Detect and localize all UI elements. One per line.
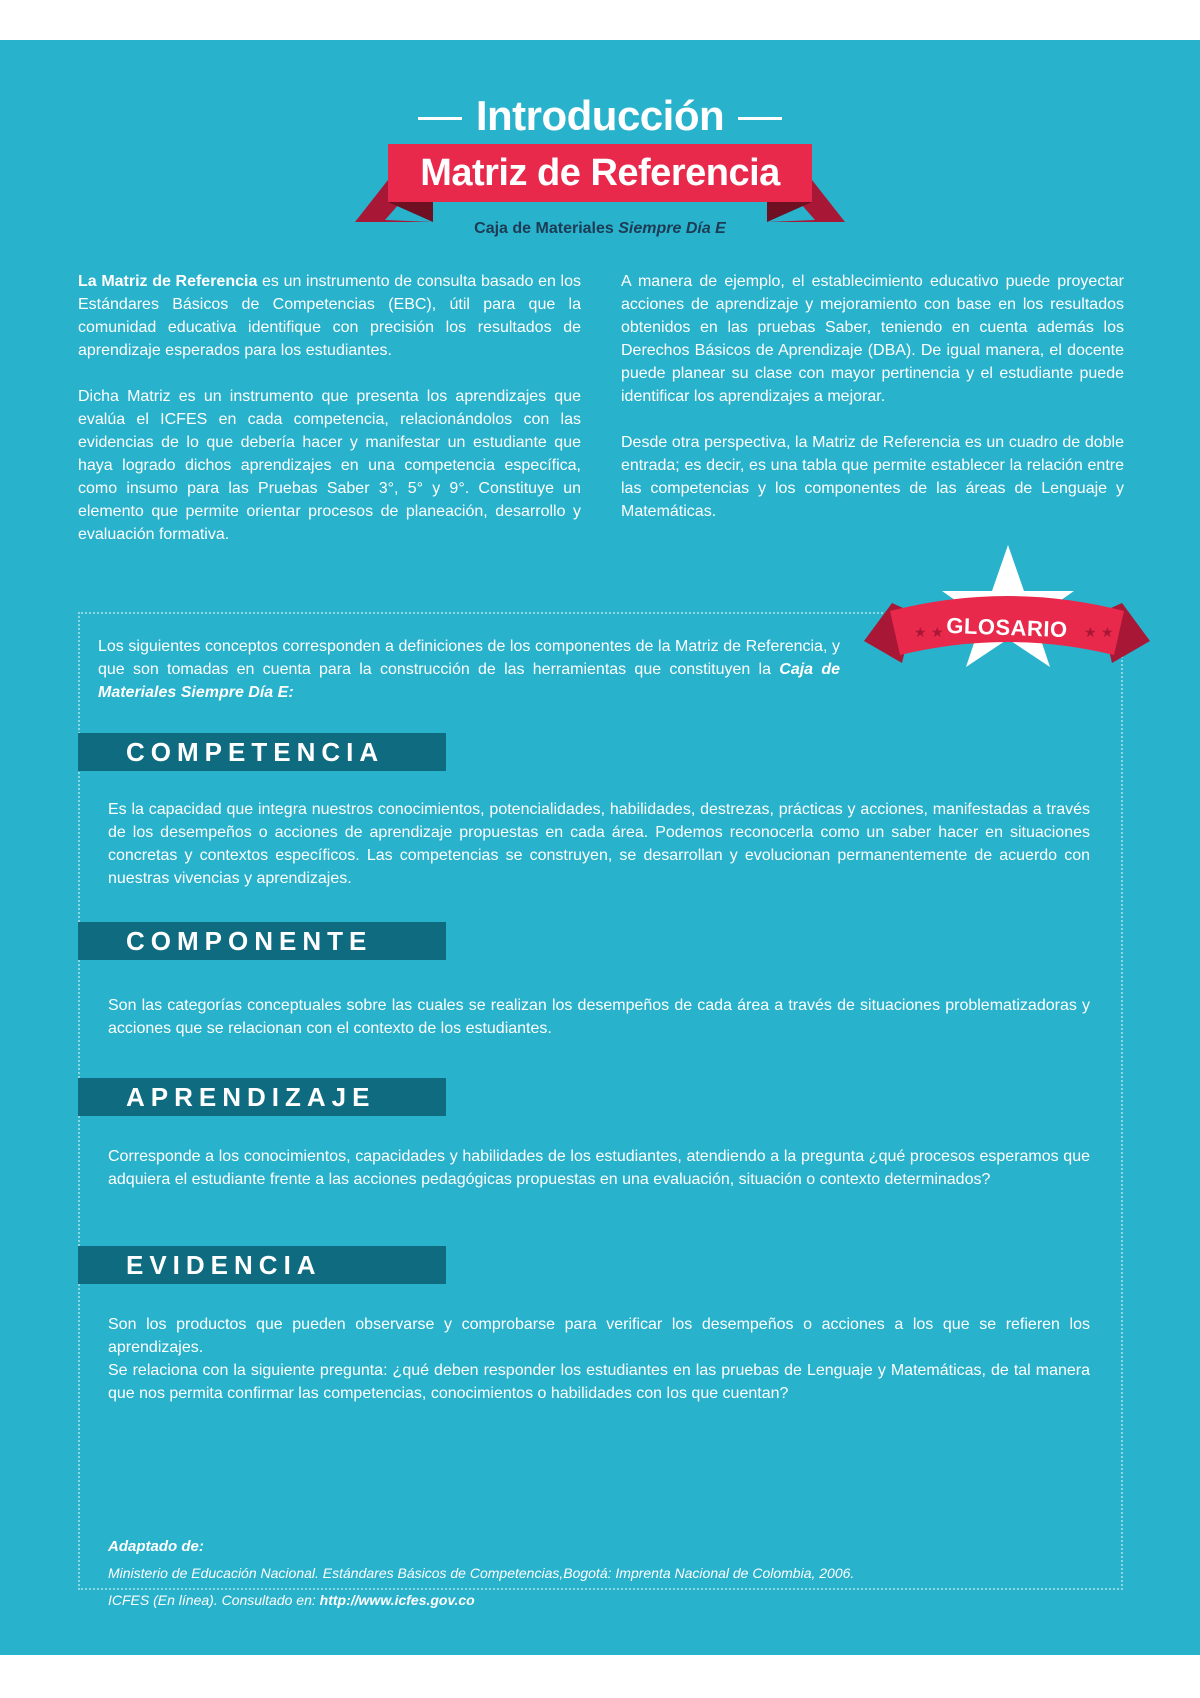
section-text: Corresponde a los conocimientos, capacidades y habilidades de los estudiantes, atendiendo a la pregunta ¿qué procesos esperamos que adquiera el estudiante frente a las acciones pedagógicas propuestas en una evaluación, situación o contexto determinados? xyxy=(108,1148,1090,1188)
section-body-evidencia xyxy=(108,1313,1090,1405)
ribbon-fold-right xyxy=(767,202,812,222)
intro-right-column xyxy=(621,270,1124,546)
title-dash-left xyxy=(418,117,462,120)
section-header-aprendizaje: APRENDIZAJE xyxy=(78,1078,446,1116)
section-body-aprendizaje xyxy=(108,1145,1090,1191)
banner-title: Matriz de Referencia xyxy=(388,144,812,202)
section-text: Son las categorías conceptuales sobre las cuales se realizan los desempeños de cada área a través de situaciones problematizadoras y acciones que se relacionan con el contexto de los estudiantes. xyxy=(108,997,1090,1037)
title-text: Introducción xyxy=(475,92,725,139)
section-header-competencia: COMPETENCIA xyxy=(78,733,446,771)
references-heading: Adaptado de: xyxy=(108,1538,204,1555)
references xyxy=(108,1533,1090,1614)
subtitle-italic: Siempre Día E xyxy=(618,220,726,237)
subtitle-prefix: Caja de Materiales xyxy=(474,220,619,237)
intro-paragraph-4: Desde otra perspectiva, la Matriz de Referencia es un cuadro de doble entrada; es decir, es una tabla que permite establecer la relación entre las competencias y los componentes de las áreas de Lenguaje y Matemáticas. xyxy=(621,434,1124,520)
section-header-evidencia: EVIDENCIA xyxy=(78,1246,446,1284)
star-decoration-icon: ★ ★ xyxy=(914,625,944,641)
glossary-badge xyxy=(862,545,1152,715)
section-text: Es la capacidad que integra nuestros conocimientos, potencialidades, habilidades, destrezas, prácticas y acciones, manifestadas a través de los desempeños o acciones de aprendizaje propuestas en cada área. Podemos reconocerla como un saber hacer en situaciones concretas y contextos específicos. Las competencias se construyen, se desarrollan y evolucionan permanentemente de acuerdo con nuestras vivencias y aprendizajes. xyxy=(108,801,1090,887)
section-body-competencia xyxy=(108,798,1090,890)
intro-paragraph-3: A manera de ejemplo, el establecimiento educativo puede proyectar acciones de aprendizaje y mejoramiento con base en los resultados obtenidos en las pruebas Saber, teniendo en cuenta además los Derechos Básicos de Aprendizaje (DBA). De igual manera, el docente puede planear su clase con mayor pertinencia y el estudiante puede identificar los aprendizajes a mejorar. xyxy=(621,273,1124,405)
section-body-componente xyxy=(108,994,1090,1040)
section-header-componente: COMPONENTE xyxy=(78,922,446,960)
glossary-intro xyxy=(98,635,840,704)
glossary-intro-text: Los siguientes conceptos corresponden a definiciones de los componentes de la Matriz de Referencia, y que son tomadas en cuenta para la construcción de las herramientas que constituyen la xyxy=(98,638,840,678)
section-text: Son los productos que pueden observarse y comprobarse para verificar los desempeños o acciones a los que se refieren los aprendizajes. xyxy=(108,1316,1090,1356)
banner-subtitle xyxy=(355,220,845,238)
reference-line-1: Ministerio de Educación Nacional. Estándares Básicos de Competencias,Bogotá: Imprenta Nacional de Colombia, 2006. xyxy=(108,1565,855,1581)
reference-line-2-prefix: ICFES (En línea). Consultado en: xyxy=(108,1592,320,1608)
page-title xyxy=(0,92,1200,140)
reference-line-2 xyxy=(108,1587,1090,1614)
title-dash-right xyxy=(738,117,782,120)
reference-url: http://www.icfes.gov.co xyxy=(319,1592,475,1608)
section-text: Se relaciona con la siguiente pregunta: ¿qué deben responder los estudiantes en las pruebas de Lenguaje y Matemáticas, de tal manera que nos permita confirmar las competencias, conocimientos o habilidades con los que cuentan? xyxy=(108,1362,1090,1402)
glossary-intro-italic: Caja de Materiales Siempre Día E: xyxy=(98,661,841,701)
title-banner xyxy=(355,142,845,272)
page-background xyxy=(0,40,1200,1655)
star-decoration-icon: ★ ★ xyxy=(1084,625,1114,641)
intro-paragraph-1-text: es un instrumento de consulta basado en los Estándares Básicos de Competencias (EBC), útil para que la comunidad educativa identifique con precisión los resultados de aprendizaje esperados para los estudiantes. xyxy=(78,273,582,359)
intro-paragraph-2: Dicha Matriz es un instrumento que presenta los aprendizajes que evalúa el ICFES en cada competencia, relacionándolos con las evidencias de lo que debería hacer y manifestar un estudiante que haya logrado dichos aprendizajes en una competencia específica, como insumo para las Pruebas Saber 3°, 5° y 9°. Constituye un elemento que permite orientar procesos de planeación, desarrollo y evaluación formativa. xyxy=(78,388,581,543)
ribbon-fold-left xyxy=(388,202,433,222)
intro-bold-term: La Matriz de Referencia xyxy=(78,273,258,290)
glossary-badge-label: GLOSARIO xyxy=(945,612,1069,643)
intro-left-column xyxy=(78,270,581,569)
intro-paragraph-1 xyxy=(78,270,581,362)
